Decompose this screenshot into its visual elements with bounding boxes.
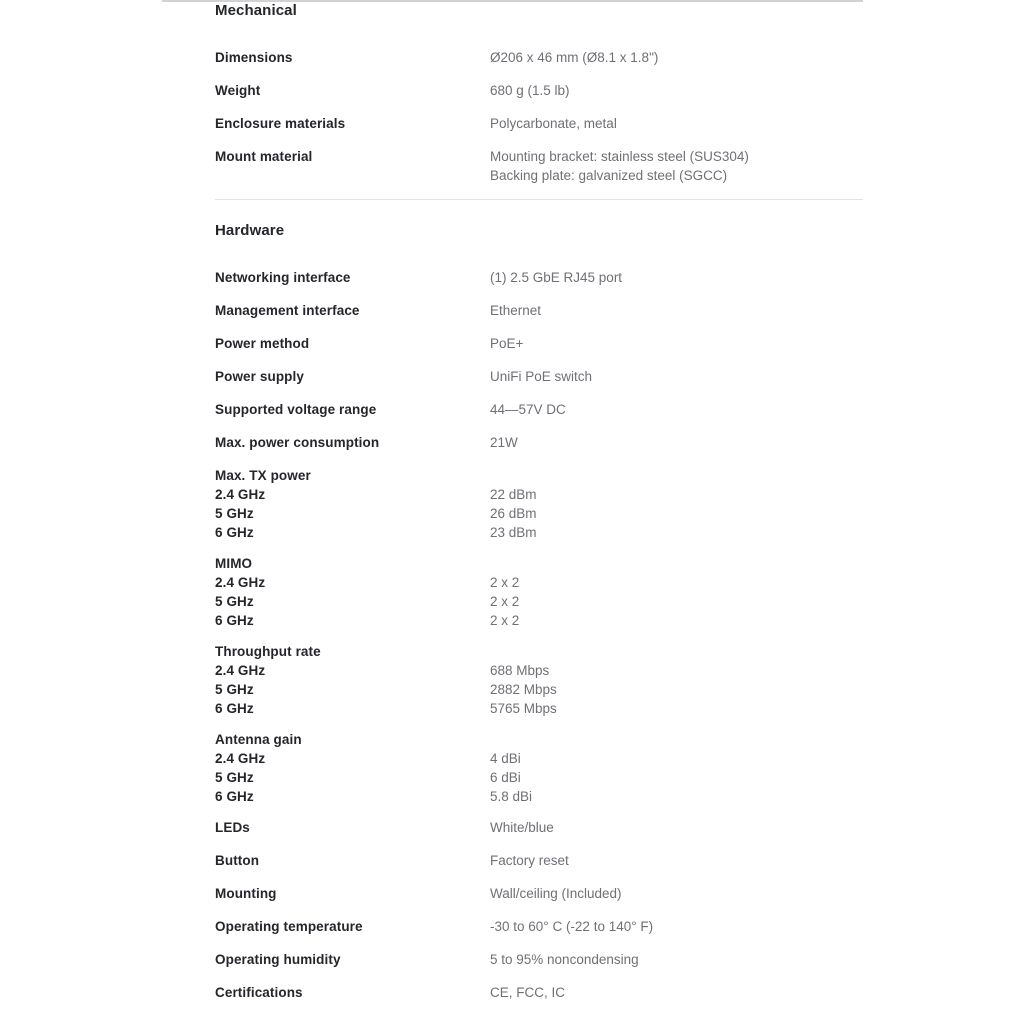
spec-subrow (215, 699, 863, 718)
spec-value: White/blue (490, 820, 554, 835)
section-title-mechanical: Mechanical (215, 2, 297, 19)
spec-value: 2 x 2 (490, 575, 520, 590)
spec-value: 6 dBi (490, 770, 521, 785)
spec-value: 22 dBm (490, 487, 537, 502)
spec-row-max-power-consumption (215, 433, 863, 452)
spec-value: Ethernet (490, 303, 542, 318)
spec-label: Button (215, 853, 260, 868)
spec-subrow (215, 787, 863, 806)
spec-row-power-supply (215, 367, 863, 386)
spec-value: 2 x 2 (490, 613, 520, 628)
spec-subrow (215, 592, 863, 611)
spec-label: Power method (215, 336, 310, 351)
spec-value: PoE+ (490, 336, 524, 351)
spec-value: Factory reset (490, 853, 569, 868)
spec-group-mimo (215, 554, 863, 630)
spec-value: 21W (490, 435, 518, 450)
spec-label: 6 GHz (215, 613, 254, 628)
spec-row-certifications (215, 983, 863, 1002)
spec-value-line: Backing plate: galvanized steel (SGCC) (490, 168, 728, 183)
spec-label: Enclosure materials (215, 116, 346, 131)
spec-label: 6 GHz (215, 701, 254, 716)
spec-label: Operating humidity (215, 952, 341, 967)
spec-label: Mounting (215, 886, 277, 901)
spec-subrow (215, 485, 863, 504)
spec-label: Mount material (215, 149, 313, 164)
spec-group-label: Antenna gain (215, 732, 302, 747)
spec-value: -30 to 60° C (-22 to 140° F) (490, 919, 654, 934)
spec-value: 2 x 2 (490, 594, 520, 609)
spec-group-header (215, 642, 863, 661)
spec-value: 23 dBm (490, 525, 537, 540)
spec-row-enclosure-materials (215, 114, 863, 133)
spec-group-label: MIMO (215, 556, 253, 571)
spec-label: Max. power consumption (215, 435, 380, 450)
spec-value: 26 dBm (490, 506, 537, 521)
spec-label: 5 GHz (215, 682, 254, 697)
spec-label: 5 GHz (215, 506, 254, 521)
spec-row-dimensions (215, 48, 863, 67)
spec-value: Wall/ceiling (Included) (490, 886, 622, 901)
spec-subrow (215, 680, 863, 699)
spec-label: Certifications (215, 985, 303, 1000)
spec-group-throughput-rate (215, 642, 863, 718)
spec-group-label: Max. TX power (215, 468, 311, 483)
spec-row-button (215, 851, 863, 870)
spec-label: Power supply (215, 369, 304, 384)
section-hardware (215, 221, 863, 1002)
section-mechanical (215, 1, 863, 185)
spec-label: 2.4 GHz (215, 751, 266, 766)
spec-value: 680 g (1.5 lb) (490, 83, 570, 98)
spec-row-networking-interface (215, 268, 863, 287)
spec-row-power-method (215, 334, 863, 353)
spec-label: 6 GHz (215, 525, 254, 540)
spec-subrow (215, 504, 863, 523)
spec-label: 2.4 GHz (215, 663, 266, 678)
spec-label: Weight (215, 83, 261, 98)
spec-value: 5765 Mbps (490, 701, 557, 716)
spec-value: UniFi PoE switch (490, 369, 593, 384)
spec-row-leds (215, 818, 863, 837)
spec-value: (1) 2.5 GbE RJ45 port (490, 270, 623, 285)
spec-subrow (215, 523, 863, 542)
spec-label: 5 GHz (215, 770, 254, 785)
spec-value: Polycarbonate, metal (490, 116, 617, 131)
spec-subrow (215, 611, 863, 630)
spec-subrow (215, 768, 863, 787)
spec-group-antenna-gain (215, 730, 863, 806)
spec-row-weight (215, 81, 863, 100)
spec-value (490, 147, 863, 185)
spec-row-management-interface (215, 301, 863, 320)
spec-label: Dimensions (215, 50, 293, 65)
spec-row-operating-humidity (215, 950, 863, 969)
spec-group-max-tx-power (215, 466, 863, 542)
spec-value: 2882 Mbps (490, 682, 557, 697)
spec-sheet (215, 1, 863, 1016)
spec-value-line: Mounting bracket: stainless steel (SUS304) (490, 149, 749, 164)
spec-value: 688 Mbps (490, 663, 550, 678)
spec-value: CE, FCC, IC (490, 985, 566, 1000)
spec-group-header (215, 466, 863, 485)
spec-row-mounting (215, 884, 863, 903)
spec-row-mount-material (215, 147, 863, 185)
spec-value: 44—57V DC (490, 402, 566, 417)
spec-label: LEDs (215, 820, 250, 835)
spec-subrow (215, 661, 863, 680)
spec-value: 5 to 95% noncondensing (490, 952, 639, 967)
spec-subrow (215, 749, 863, 768)
spec-label: Supported voltage range (215, 402, 377, 417)
section-title-hardware: Hardware (215, 222, 285, 239)
spec-label: Networking interface (215, 270, 351, 285)
spec-group-label: Throughput rate (215, 644, 321, 659)
spec-row-supported-voltage-range (215, 400, 863, 419)
section-divider (215, 199, 863, 200)
spec-value: Ø206 x 46 mm (Ø8.1 x 1.8") (490, 50, 659, 65)
spec-label: 2.4 GHz (215, 575, 266, 590)
spec-row-operating-temperature (215, 917, 863, 936)
spec-group-header (215, 554, 863, 573)
spec-label: 5 GHz (215, 594, 254, 609)
spec-label: 2.4 GHz (215, 487, 266, 502)
spec-subrow (215, 573, 863, 592)
spec-group-header (215, 730, 863, 749)
spec-label: 6 GHz (215, 789, 254, 804)
spec-label: Management interface (215, 303, 360, 318)
spec-label: Operating temperature (215, 919, 363, 934)
spec-value: 4 dBi (490, 751, 521, 766)
spec-value: 5.8 dBi (490, 789, 533, 804)
